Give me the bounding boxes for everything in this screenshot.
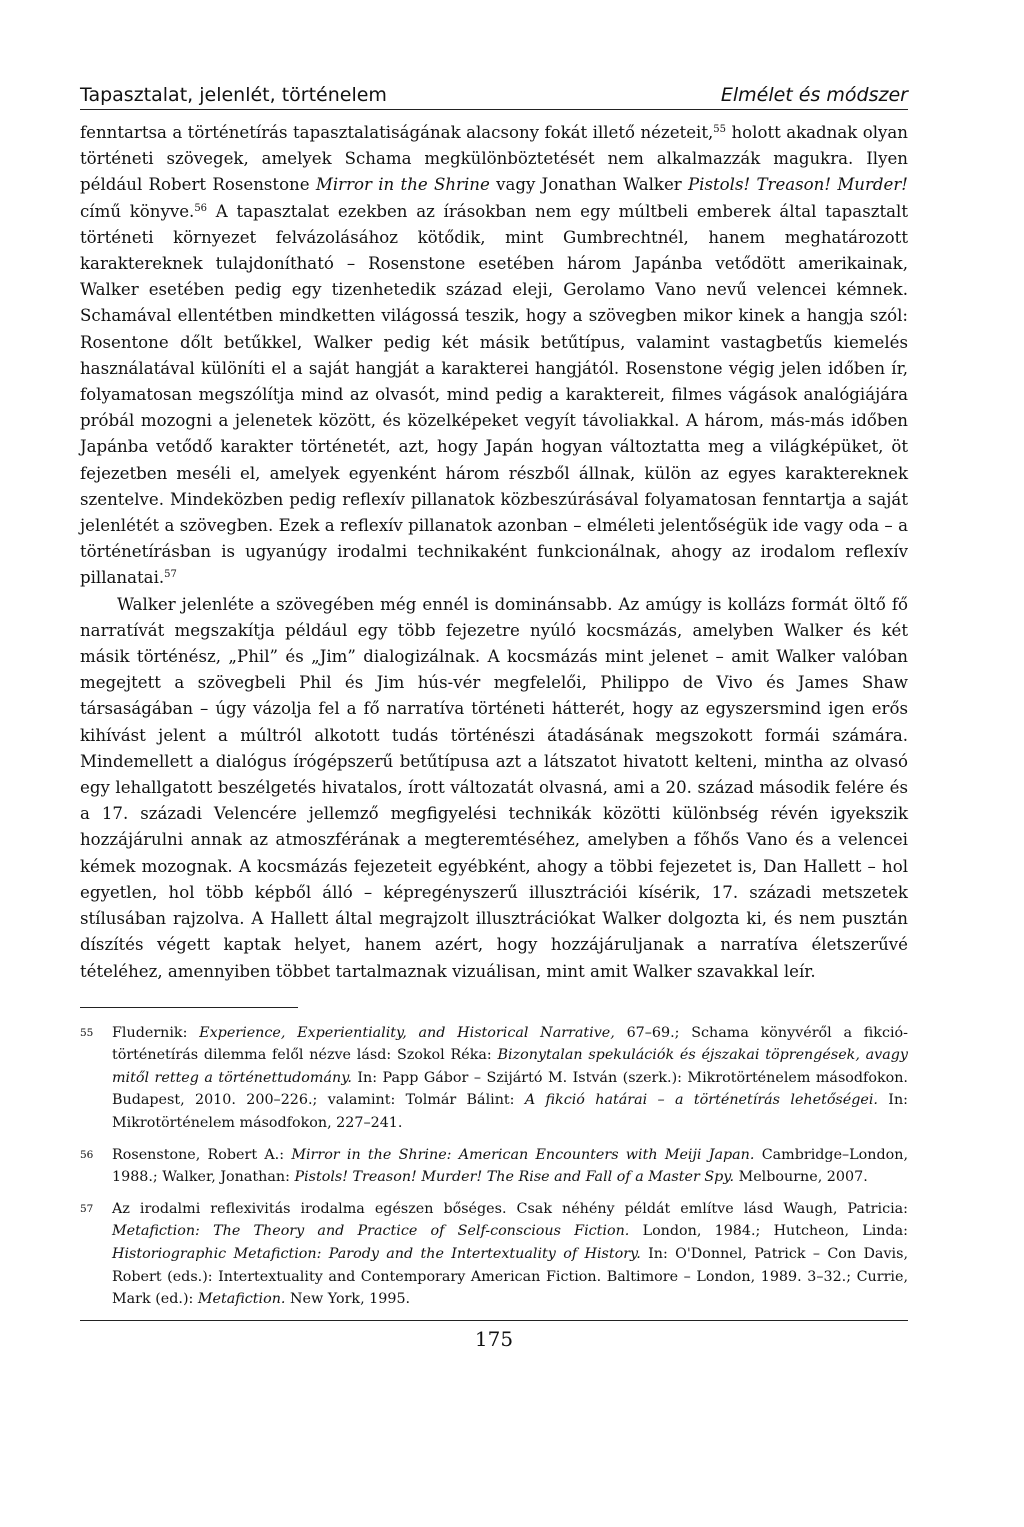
header-title: Tapasztalat, jelenlét, történelem bbox=[80, 84, 387, 106]
footnote-57 bbox=[80, 1198, 908, 1311]
text-run: New York, 1995. bbox=[285, 1291, 411, 1308]
footnote-number: 57 bbox=[80, 1202, 94, 1215]
book-page bbox=[80, 84, 908, 1351]
text-run: 67–69.; Schama könyvéről a fikció-történetírás dilemma felől nézve lásd: Szokol Réka: bbox=[112, 1024, 908, 1064]
footnote-ref-55[interactable]: 55 bbox=[713, 124, 727, 135]
text-run: Az irodalmi reflexivitás irodalma egészen bőséges. Csak néhény példát említve lásd Waugh, Patricia: bbox=[112, 1200, 908, 1217]
footnote-number: 55 bbox=[80, 1026, 94, 1039]
cited-title: A fikció határai – a történetírás lehetőségei. bbox=[524, 1092, 878, 1109]
page-number: 175 bbox=[474, 1326, 514, 1351]
text-run: A tapasztalat ezekben az írásokban nem egy múltbeli emberek által tapasztalt történeti környezet felvázolásához kötődik, mint Gumbrechtnél, hanem meghatározott karaktereknek tulajdonítható – Rosenstone esetében három Japánba vetődött amerikainak, Walker esetében pedig egy tizenhetedik század eleji, Gerolamo Vano nevű velencei kémnek. Schamával ellentétben mindketten világossá teszik, hogy a szövegben mikor kinek a hangja szól: Rosentone dőlt betűkkel, Walker pedig két másik betűtípus, valamint vastagbetűs kiemelés használatával különíti el a saját hangját a karakterei hangjától. Rosenstone végig jelen időben ír, folyamatosan megszólítja mind az olvasót, mind pedig a karaktereit, filmes vágások analógiájára próbál mozogni a jelenetek között, és közelképeket vegyít távoliakkal. A három, más-más időben Japánba vetődő karakter történetét, azt, hogy Japán hogyan változtatta meg a világképüket, öt fejezetben meséli el, amelyek egyenként három részből állnak, külön az egyes karaktereknek szentelve. Mindeközben pedig reflexív pillanatok közbeszúrásával folyamatosan fenntartja a saját jelenlétét a szövegben. Ezek a reflexív pillanatok azonban – elméleti jelentőségük ide vagy oda – a történetírásban is ugyanúgy irodalmi technikaként funkcionálnak, ahogy az irodalom reflexív pillanatai. bbox=[80, 201, 908, 588]
footnote-ref-57[interactable]: 57 bbox=[164, 569, 177, 581]
text-run: Cambridge–London, 1988.; Walker, Jonathan: bbox=[112, 1146, 909, 1186]
cited-title: Bizonytalan spekulációk és éjszakai töprengések, avagy mitől retteg a történettudomány. bbox=[112, 1047, 909, 1086]
text-run: vagy Jonathan Walker bbox=[489, 175, 689, 195]
footnote-ref-56[interactable]: 56 bbox=[194, 202, 208, 214]
cited-title: Pistols! Treason! Murder! The Rise and Fall of a Master Spy. bbox=[294, 1169, 735, 1186]
text-run: London, 1984.; Hutcheon, Linda: bbox=[629, 1223, 909, 1240]
text-run: fenntartsa a történetírás tapasztalatiságának alacsony fokát illető nézeteit, bbox=[80, 123, 714, 142]
header-section: Elmélet és módszer bbox=[720, 84, 908, 106]
cited-title: Metafiction: The Theory and Practice of Self-conscious Fiction. bbox=[112, 1223, 630, 1240]
cited-title: Mirror in the Shrine: American Encounters with Meiji Japan. bbox=[291, 1146, 755, 1163]
running-header bbox=[80, 84, 908, 110]
book-title: Mirror in the Shrine bbox=[315, 175, 490, 195]
cited-title: Historiographic Metafiction: Parody and the Intertextuality of History. bbox=[112, 1246, 641, 1263]
text-run: holott akadnak olyan történeti szövegek, amelyek Schama megkülönböztetését nem alkalmazzák magukra. Ilyen például Robert Rosenstone bbox=[80, 123, 908, 195]
text-run: című könyve. bbox=[80, 201, 195, 221]
text-run: Melbourne, 2007. bbox=[734, 1169, 868, 1186]
text-run: Fludernik: bbox=[112, 1024, 200, 1041]
paragraph-2: Walker jelenléte a szövegében még ennél is dominánsabb. Az amúgy is kollázs formát öltő fő narratívát megszakítja például egy több fejezetre nyúló kocsmázás, amelyben Walker és két másik történész, „Phil” és „Jim” dialogizálnak. A kocsmázás mint jelenet – amit Walker valóban megejtett a szövegbeli Phil és Jim hús-vér megfelelői, Philippo de Vivo és James Shaw társaságában – úgy vázolja fel a fő narratíva történeti hátterét, hogy az egyszersmind igen erős kihívást jelent a múltról alkotott tudás történészi átadásának megszokott formái számára. Mindemellett a dialógus írógépszerű betűtípusa azt a látszatot hivatott kelteni, mintha az olvasó egy lehallgatott beszélgetés hivatalos, írott változatát olvasná, ami a 20. század második felére és a 17. századi Velencére jellemző megfigyelési technikák közötti különbség révén igyekszik hozzájárulni annak az atmoszférának a megteremtéséhez, amelyben a főhős Vano és a velencei kémek mozognak. A kocsmázás fejezeteit egyébként, ahogy a többi fejezetet is, Dan Hallett – hol egyetlen, hol több képből álló – képregényszerű illusztrációi kísérik, 17. századi metszetek stílusában rajzolva. A Hallett által megrajzolt illusztrációkat Walker dolgozta ki, és nem pusztán díszítés végett kaptak helyet, hanem azért, hogy hozzájáruljanak a narratíva életszerűvé tételéhez, amennyiben többet tartalmaznak vizuálisan, mint amit Walker szavakkal leír. bbox=[80, 594, 908, 981]
text-run: Rosenstone, Robert A.: bbox=[112, 1146, 292, 1163]
footnote-separator bbox=[80, 1007, 298, 1008]
cited-title: Metafiction. bbox=[197, 1291, 286, 1308]
footnotes bbox=[80, 1022, 908, 1311]
main-text bbox=[80, 120, 908, 985]
text-run: In: Papp Gábor – Szijártó M. István (szerk.): Mikrotörténelem másodfokon. Budapest, 2010. 200–226.; valamint: Tolmár Bálint: bbox=[112, 1069, 908, 1109]
text-run: In: O'Donnel, Patrick – Con Davis, Robert (eds.): Intertextuality and Contemporary American Fiction. Baltimore – London, 1989. 3–32.; Currie, Mark (ed.): bbox=[112, 1246, 908, 1308]
footnote-56 bbox=[80, 1144, 908, 1189]
text-run: In: Mikrotörténelem másodfokon, 227–241. bbox=[112, 1092, 908, 1132]
cited-title: Experience, Experientiality, and Historical Narrative, bbox=[199, 1024, 615, 1041]
bottom-rule bbox=[80, 1320, 908, 1321]
book-title: Pistols! Treason! Murder! bbox=[688, 175, 908, 195]
paragraph-1 bbox=[80, 120, 908, 592]
footnote-55 bbox=[80, 1022, 908, 1135]
footnote-number: 56 bbox=[80, 1148, 94, 1161]
